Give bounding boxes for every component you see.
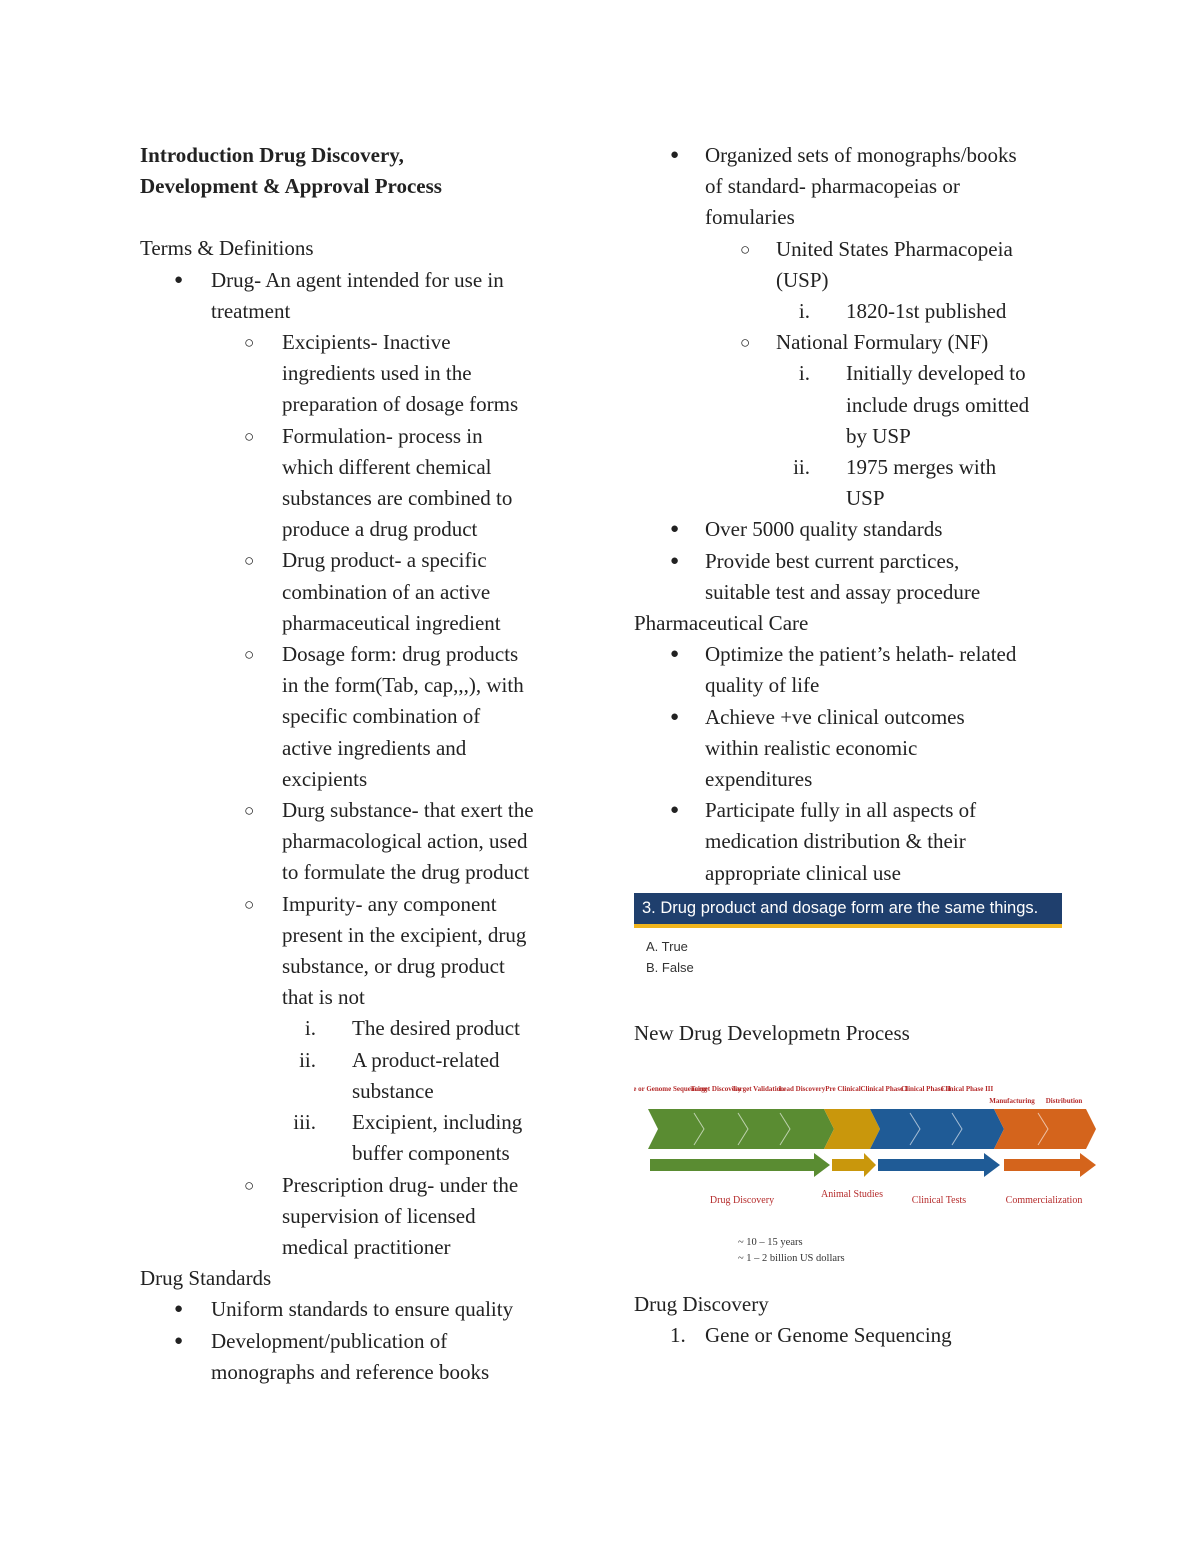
chevron-green xyxy=(648,1109,834,1149)
list-item: ● Participate fully in all aspects of medication distribution & their appropriate clinical use xyxy=(634,795,1104,889)
stage-label: Lead Discovery xyxy=(778,1085,826,1094)
circle-bullet-icon: ○ xyxy=(244,645,255,665)
list-item: ○ United States Pharmacopeia (USP) xyxy=(634,234,1104,296)
list-item: ○ Formulation- process in which different chemical substances are combined to produce a drug product xyxy=(140,421,580,546)
pipeline-svg xyxy=(634,1079,1104,1269)
group-label-animal-studies: Animal Studies xyxy=(821,1189,883,1201)
list-item: ○ Drug product- a specific combination of an active pharmaceutical ingredient xyxy=(140,545,580,639)
list-item: ii. A product-related substance xyxy=(299,1047,500,1103)
stage-label: Clinical Phase III xyxy=(940,1085,994,1094)
diagram-note-years: ~ 10 – 15 years xyxy=(738,1237,803,1249)
terms-heading: Terms & Definitions xyxy=(140,236,314,261)
list-item: ● Provide best current parctices, suitable test and assay procedure xyxy=(634,546,1104,608)
list-item: i. The desired product xyxy=(304,1016,520,1041)
list-item: ○ Durg substance- that exert the pharmacological action, used to formulate the drug product xyxy=(140,795,580,889)
list-item: ○ National Formulary (NF) xyxy=(634,327,1104,358)
list-item: ii. 1975 merges with USP xyxy=(793,455,997,511)
bullet-icon: ● xyxy=(174,1332,184,1349)
new-drug-development-heading: New Drug Developmetn Process xyxy=(634,1020,910,1045)
stage-label: Manufacturing xyxy=(989,1097,1035,1106)
quiz-option-a: A. True xyxy=(646,938,688,954)
doc-title-line2: Development & Approval Process xyxy=(140,174,442,199)
group-label-commercialization: Commercialization xyxy=(1005,1195,1083,1207)
list-item: ● Optimize the patient’s helath- related quality of life xyxy=(634,639,1104,701)
list-item: ○ Dosage form: drug products in the form(Tab, cap,,,), with specific combination of active ingredients and excipients xyxy=(140,639,580,795)
list-item: ○ Impurity- any component present in the excipient, drug substance, or drug product that is not xyxy=(140,889,580,1014)
bullet-icon: ● xyxy=(670,552,680,569)
stage-label: Target Discovery xyxy=(690,1085,742,1094)
circle-bullet-icon: ○ xyxy=(244,333,255,353)
bullet-icon: ● xyxy=(174,1301,184,1318)
list-item: ● Drug- An agent intended for use in treatment xyxy=(140,265,580,327)
stage-label: Clinical Phase II xyxy=(901,1085,951,1094)
list-item: ○ Excipients- Inactive ingredients used in the preparation of dosage forms xyxy=(140,327,580,421)
left-column xyxy=(140,140,580,1388)
list-item: ○ Prescription drug- under the supervision of licensed medical practitioner xyxy=(140,1170,580,1264)
list-item: ● Development/publication of monographs and reference books xyxy=(140,1326,580,1388)
circle-bullet-icon: ○ xyxy=(244,426,255,446)
arrow-green xyxy=(650,1153,830,1177)
list-item: i. Initially developed to include drugs omitted by USP xyxy=(798,361,1030,448)
list-item: ● Uniform standards to ensure quality xyxy=(140,1294,580,1325)
chevron-blue xyxy=(870,1109,1004,1149)
circle-bullet-icon: ○ xyxy=(244,551,255,571)
right-column xyxy=(634,140,1104,1351)
stage-label: Distribution xyxy=(1045,1097,1083,1106)
stage-label: e or Genome Sequencing xyxy=(634,1085,708,1094)
doc-title-line1: Introduction Drug Discovery, xyxy=(140,143,404,167)
arrow-gold xyxy=(832,1153,876,1177)
stage-label: Pre Clinical xyxy=(825,1085,861,1094)
bullet-icon: ● xyxy=(670,147,680,163)
standards-heading: Drug Standards xyxy=(140,1266,272,1291)
quiz-image xyxy=(634,893,1062,978)
circle-bullet-icon: ○ xyxy=(740,333,751,353)
circle-bullet-icon: ○ xyxy=(244,894,255,914)
group-label-clinical-tests: Clinical Tests xyxy=(911,1195,967,1207)
drug-discovery-heading: Drug Discovery xyxy=(634,1292,769,1317)
list-item: 1. Gene or Genome Sequencing xyxy=(670,1323,952,1348)
bullet-icon: ● xyxy=(174,271,184,288)
bullet-icon: ● xyxy=(670,708,680,725)
pharmaceutical-care-heading: Pharmaceutical Care xyxy=(634,611,809,636)
stage-label: Target Validation xyxy=(731,1085,785,1094)
list-item: ● Achieve +ve clinical outcomes within realistic economic expenditures xyxy=(634,702,1104,796)
bullet-icon: ● xyxy=(670,521,680,538)
stage-label: Clinical Phase I xyxy=(860,1085,908,1094)
bullet-icon: ● xyxy=(670,802,680,819)
arrow-orange xyxy=(1004,1153,1096,1177)
group-label-drug-discovery: Drug Discovery xyxy=(709,1195,775,1207)
quiz-question: 3. Drug product and dosage form are the same things. xyxy=(634,893,1062,928)
list-item: iii. Excipient, including buffer components xyxy=(293,1110,523,1166)
list-item: ● Over 5000 quality standards xyxy=(634,514,1104,545)
quiz-option-b: B. False xyxy=(646,959,694,975)
circle-bullet-icon: ○ xyxy=(244,801,255,821)
drug-development-diagram xyxy=(634,1079,1104,1269)
list-item: ● Organized sets of monographs/books of standard- pharmacopeias or fomularies xyxy=(634,140,1104,234)
arrow-blue xyxy=(878,1153,1000,1177)
chevron-orange xyxy=(994,1109,1096,1149)
diagram-note-cost: ~ 1 – 2 billion US dollars xyxy=(738,1253,845,1265)
bullet-icon: ● xyxy=(670,646,680,663)
circle-bullet-icon: ○ xyxy=(244,1175,255,1195)
list-item: i. 1820-1st published xyxy=(798,299,1007,324)
circle-bullet-icon: ○ xyxy=(740,239,751,259)
